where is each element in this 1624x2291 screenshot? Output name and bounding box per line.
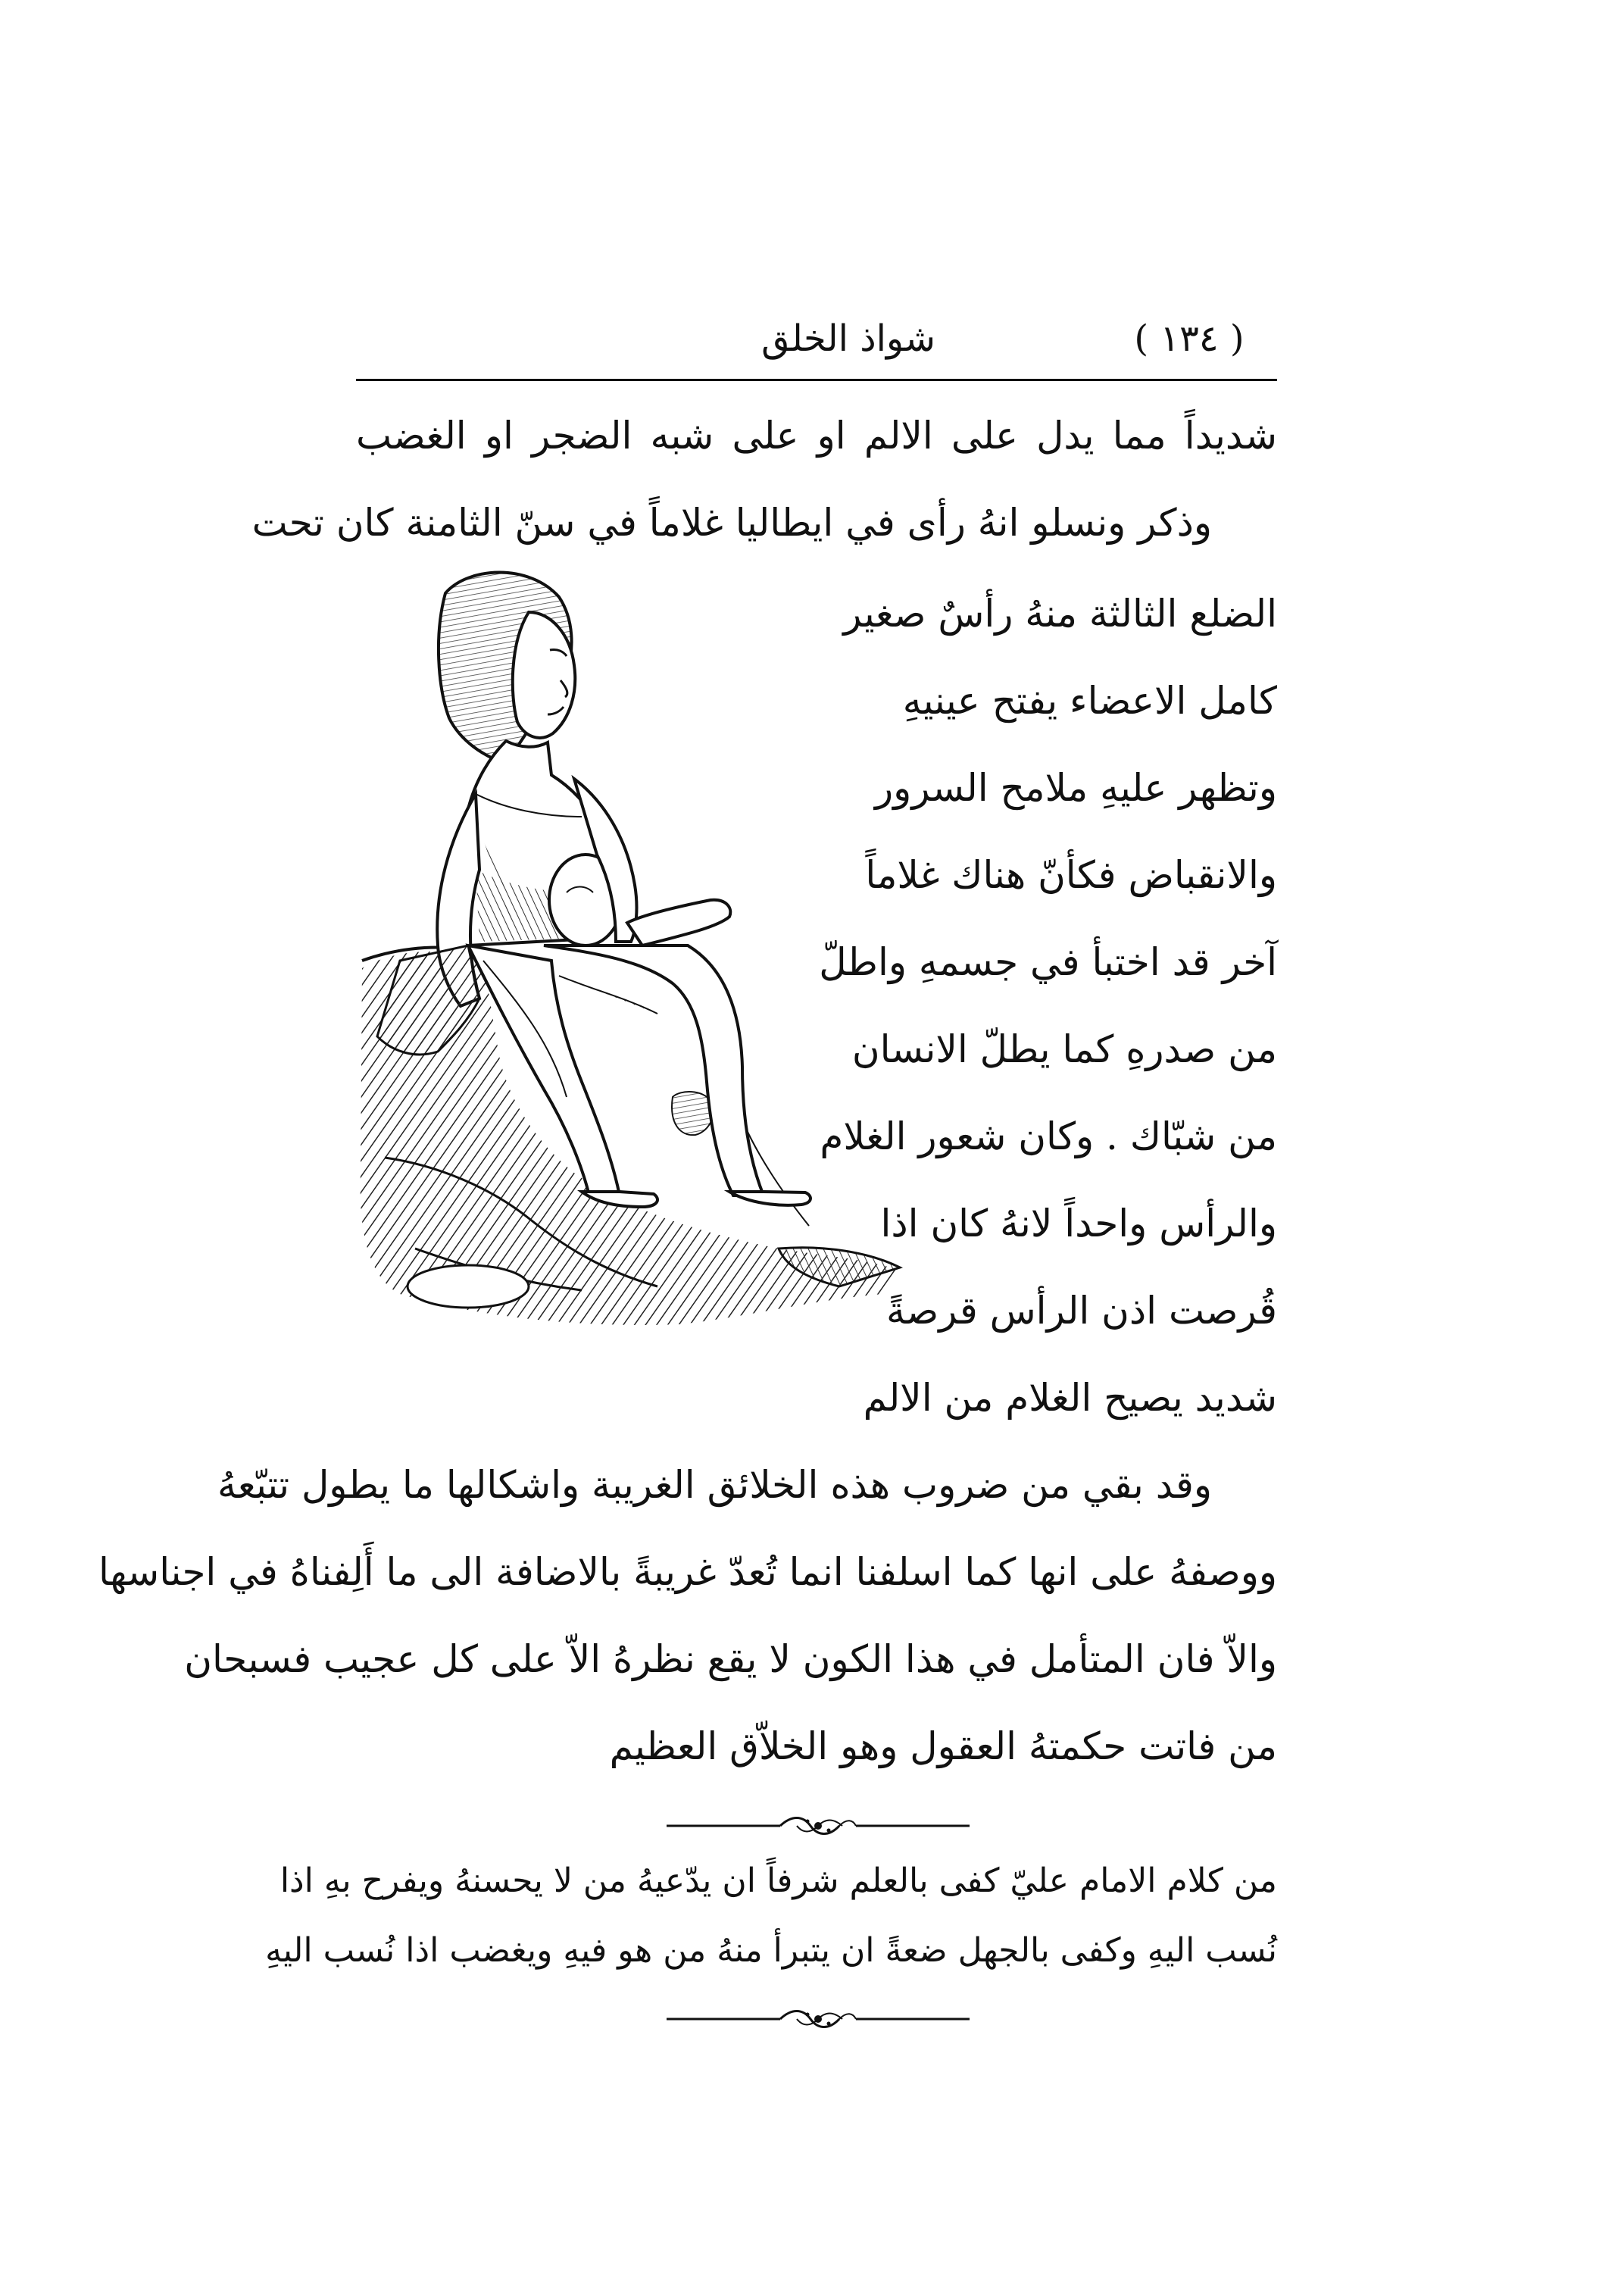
quote-line: نُسب اليهِ وكفى بالجهل ضعةً ان يتبرأ منهُ من هو فيهِ ويغضب اذا نُسب اليهِ bbox=[265, 1931, 1277, 1970]
floral-ornament-icon bbox=[667, 1811, 970, 1841]
body-line: شديداً مما يدل على الالم او على شبه الضجر او الغضب bbox=[356, 414, 1277, 458]
body-line: وتظهر عليهِ ملامح السرور bbox=[875, 766, 1277, 810]
body-line: والاّ فان المتأمل في هذا الكون لا يقع نظرهُ الاّ على كل عجيب فسبحان bbox=[184, 1637, 1277, 1681]
body-line: من شبّاك . وكان شعور الغلام bbox=[820, 1114, 1277, 1158]
body-line: شديد يصيح الغلام من الالم bbox=[863, 1376, 1277, 1420]
body-line: والرأس واحداً لانهُ كان اذا bbox=[880, 1202, 1277, 1246]
body-line: والانقباض فكأنّ هناك غلاماً bbox=[865, 853, 1277, 897]
body-line: وقد بقي من ضروب هذه الخلائق الغريبة واشكالها ما يطول تتبّعهُ bbox=[217, 1463, 1212, 1507]
floral-ornament-icon bbox=[667, 2004, 970, 2034]
body-line: ووصفهُ على انها كما اسلفنا انما تُعدّ غريبةً بالاضافة الى ما أَلِفناهُ في اجناسها bbox=[98, 1550, 1277, 1594]
quote-line: من كلام الامام عليّ كفى بالعلم شرفاً ان يدّعيهُ من لا يحسنهُ ويفرح بهِ اذا bbox=[280, 1861, 1277, 1900]
body-line: كامل الاعضاء يفتح عينيهِ bbox=[902, 679, 1277, 723]
running-title: شواذ الخلق bbox=[761, 317, 935, 360]
body-line: قُرصت اذن الرأس قرصةً bbox=[886, 1289, 1277, 1333]
body-line: الضلع الثالثة منهُ رأسٌ صغير bbox=[843, 592, 1277, 636]
body-line: من فاتت حكمتهُ العقول وهو الخلاّق العظيم bbox=[609, 1724, 1277, 1768]
body-line: وذكر ونسلو انهُ رأى في ايطاليا غلاماً في سنّ الثامنة كان تحت bbox=[251, 501, 1212, 545]
header-rule bbox=[356, 379, 1277, 381]
body-line: آخر قد اختبأ في جسمهِ واطلّ bbox=[819, 940, 1277, 984]
body-line: من صدرهِ كما يطلّ الانسان bbox=[851, 1027, 1277, 1071]
engraving-seated-boy-icon bbox=[354, 567, 909, 1332]
page-number: ( ١٣٤ ) bbox=[1134, 317, 1245, 360]
